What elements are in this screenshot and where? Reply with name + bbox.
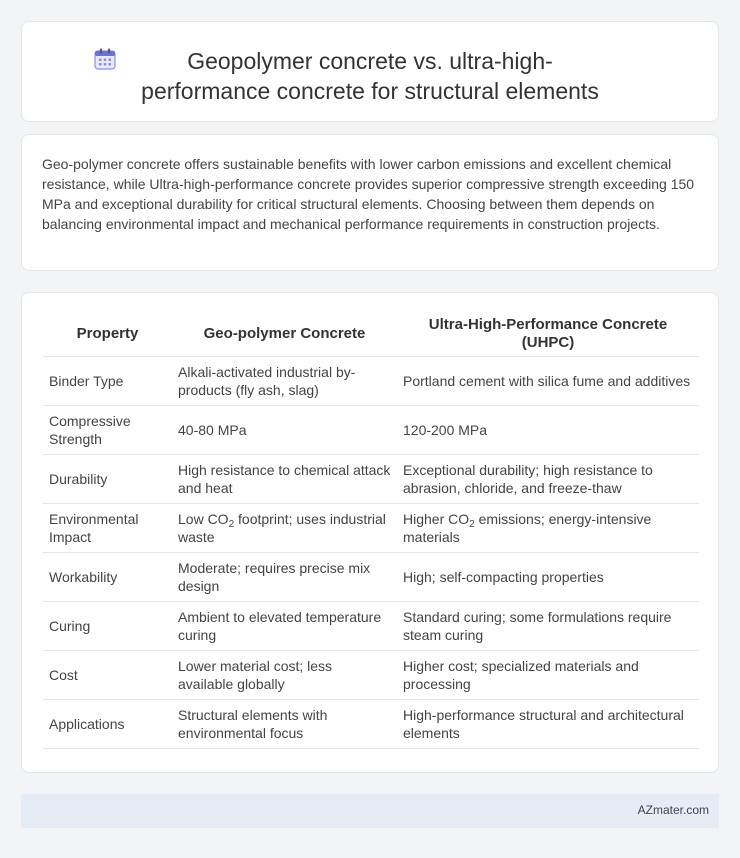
table-header-row (43, 313, 699, 356)
property-cell: Compressive Strength (43, 405, 172, 454)
table-row (43, 454, 699, 503)
column-header-geopolymer: Geo-polymer Concrete (172, 313, 397, 356)
uhpc-cell: High-performance structural and architectural elements (397, 699, 699, 748)
column-header-uhpc: Ultra-High-Performance Concrete (UHPC) (397, 313, 699, 356)
geopolymer-cell: Low $CO_2$ footprint; uses industrial waste (172, 503, 397, 552)
uhpc-cell: High; self-compacting properties (397, 552, 699, 601)
property-cell: Workability (43, 552, 172, 601)
uhpc-cell: Higher cost; specialized materials and processing (397, 650, 699, 699)
property-cell: Environmental Impact (43, 503, 172, 552)
page-title: Geopolymer concrete vs. ultra-high-performance concrete for structural elements (141, 48, 599, 104)
table-row (43, 356, 699, 405)
table-row (43, 405, 699, 454)
summary-card (21, 134, 719, 271)
geopolymer-cell: Moderate; requires precise mix design (172, 552, 397, 601)
summary-text: Geo-polymer concrete offers sustainable benefits with lower carbon emissions and excellent chemical resistance, while Ultra-high-performance concrete provides superior compressive strength exceeding 150 MPa and exceptional durability for critical structural elements. Choosing between them depends on balancing environmental impact and mechanical performance requirements in construction projects. (42, 156, 695, 232)
property-cell: Binder Type (43, 356, 172, 405)
property-cell: Curing (43, 601, 172, 650)
table-row (43, 601, 699, 650)
column-header-property: Property (43, 313, 172, 356)
geopolymer-cell: 40-80 MPa (172, 405, 397, 454)
geopolymer-cell: High resistance to chemical attack and heat (172, 454, 397, 503)
footer-bar (21, 794, 719, 828)
title-card (21, 21, 719, 122)
uhpc-cell: Portland cement with silica fume and additives (397, 356, 699, 405)
property-cell: Applications (43, 699, 172, 748)
table-row (43, 552, 699, 601)
property-cell: Durability (43, 454, 172, 503)
table-row (43, 503, 699, 552)
comparison-table-card (21, 292, 719, 773)
table-row (43, 699, 699, 748)
uhpc-cell: 120-200 MPa (397, 405, 699, 454)
property-cell: Cost (43, 650, 172, 699)
geopolymer-cell: Ambient to elevated temperature curing (172, 601, 397, 650)
uhpc-cell: Exceptional durability; high resistance to abrasion, chloride, and freeze-thaw (397, 454, 699, 503)
table-row (43, 650, 699, 699)
comparison-table (43, 313, 699, 749)
uhpc-cell: Higher $CO_2$ emissions; energy-intensive materials (397, 503, 699, 552)
geopolymer-cell: Structural elements with environmental focus (172, 699, 397, 748)
geopolymer-cell: Lower material cost; less available globally (172, 650, 397, 699)
geopolymer-cell: Alkali-activated industrial by-products (fly ash, slag) (172, 356, 397, 405)
footer-brand[interactable]: AZmater.com (637, 803, 709, 817)
uhpc-cell: Standard curing; some formulations require steam curing (397, 601, 699, 650)
